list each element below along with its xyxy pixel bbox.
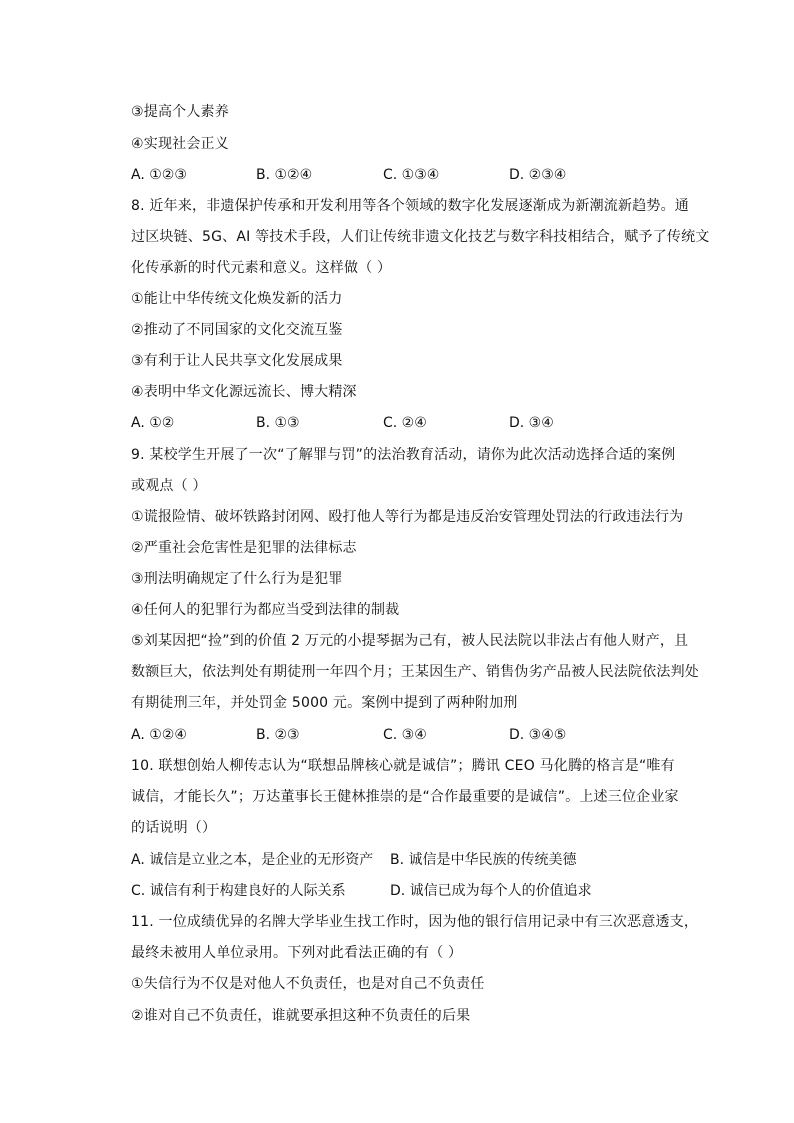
q10-option-d: D. 诚信已成为每个人的价值追求 [390, 883, 592, 899]
q9-option-b: B. ②③ [256, 727, 300, 743]
q9-stem-line: 9. 某校学生开展了一次“了解罪与罚”的法治教育活动，请你为此次活动选择合适的案例 [131, 447, 676, 463]
q7-option-a: A. ①②③ [131, 167, 187, 183]
q9-item-5-cont: 有期徒刑三年，并处罚金 5000 元。案例中提到了两种附加刑 [131, 695, 518, 711]
q8-option-a: A. ①② [131, 415, 175, 431]
q8-item-2: ②推动了不同国家的文化交流互鉴 [131, 322, 343, 338]
q11-stem-line: 11. 一位成绩优异的名牌大学毕业生找工作时，因为他的银行信用记录中有三次恶意透支， [131, 914, 699, 930]
q11-item-1: ①失信行为不仅是对他人不负责任，也是对自己不负责任 [131, 976, 485, 992]
q9-item-5: ⑤刘某因把“捡”到的价值 2 万元的小提琴据为己有，被人民法院以非法占有他人财产，且 [131, 633, 689, 649]
q9-item-5-cont: 数额巨大，依法判处有期徒刑一年四个月；王某因生产、销售伪劣产品被人民法院依法判处 [131, 664, 699, 680]
q9-item-1: ①谎报险情、破坏铁路封闭网、殴打他人等行为都是违反治安管理处罚法的行政违法行为 [131, 509, 684, 525]
q11-item-2: ②谁对自己不负责任，谁就要承担这种不负责任的后果 [131, 1008, 471, 1024]
q9-option-a: A. ①②④ [131, 727, 187, 743]
q9-option-d: D. ③④⑤ [509, 727, 567, 743]
q9-option-c: C. ③④ [383, 727, 427, 743]
q10-stem-line: 的话说明（） [131, 820, 217, 836]
q8-item-1: ①能让中华传统文化焕发新的活力 [131, 291, 343, 307]
q10-stem-line: 10. 联想创始人柳传志认为“联想品牌核心就是诚信”；腾讯 CEO 马化腾的格言是“唯有 [131, 758, 675, 774]
q9-item-4: ④任何人的犯罪行为都应当受到法律的制裁 [131, 602, 400, 618]
q7-item-3: ③提高个人素养 [131, 104, 229, 120]
q9-item-3: ③刑法明确规定了什么行为是犯罪 [131, 571, 343, 587]
q9-stem-line: 或观点（ ） [131, 478, 207, 494]
q10-option-c: C. 诚信有利于构建良好的人际关系 [131, 883, 346, 899]
q8-stem-line: 过区块链、5G、AI 等技术手段，人们让传统非遗文化技艺与数字科技相结合，赋予了传统文 [131, 229, 710, 245]
q10-option-a: A. 诚信是立业之本，是企业的无形资产 [131, 852, 374, 868]
q8-item-3: ③有利于让人民共享文化发展成果 [131, 353, 343, 369]
q11-stem-line: 最终未被用人单位录用。下列对此看法正确的有（ ） [131, 945, 463, 961]
q7-item-4: ④实现社会正义 [131, 136, 229, 152]
q9-item-2: ②严重社会危害性是犯罪的法律标志 [131, 540, 357, 556]
q8-item-4: ④表明中华文化源远流长、博大精深 [131, 384, 357, 400]
q8-stem-line: 化传承新的时代元素和意义。这样做（ ） [131, 260, 392, 276]
q7-option-c: C. ①③④ [383, 167, 440, 183]
q7-option-d: D. ②③④ [509, 167, 567, 183]
q8-option-b: B. ①③ [256, 415, 300, 431]
q7-option-b: B. ①②④ [256, 167, 313, 183]
q10-stem-line: 诚信，才能长久”；万达董事长王健林推崇的是“合作最重要的是诚信”。上述三位企业家 [131, 789, 679, 805]
q8-option-d: D. ③④ [509, 415, 554, 431]
q8-option-c: C. ②④ [383, 415, 427, 431]
q10-option-b: B. 诚信是中华民族的传统美德 [390, 852, 577, 868]
q8-stem-line: 8. 近年来，非遗保护传承和开发利用等各个领域的数字化发展逐渐成为新潮流新趋势。通 [131, 198, 690, 214]
